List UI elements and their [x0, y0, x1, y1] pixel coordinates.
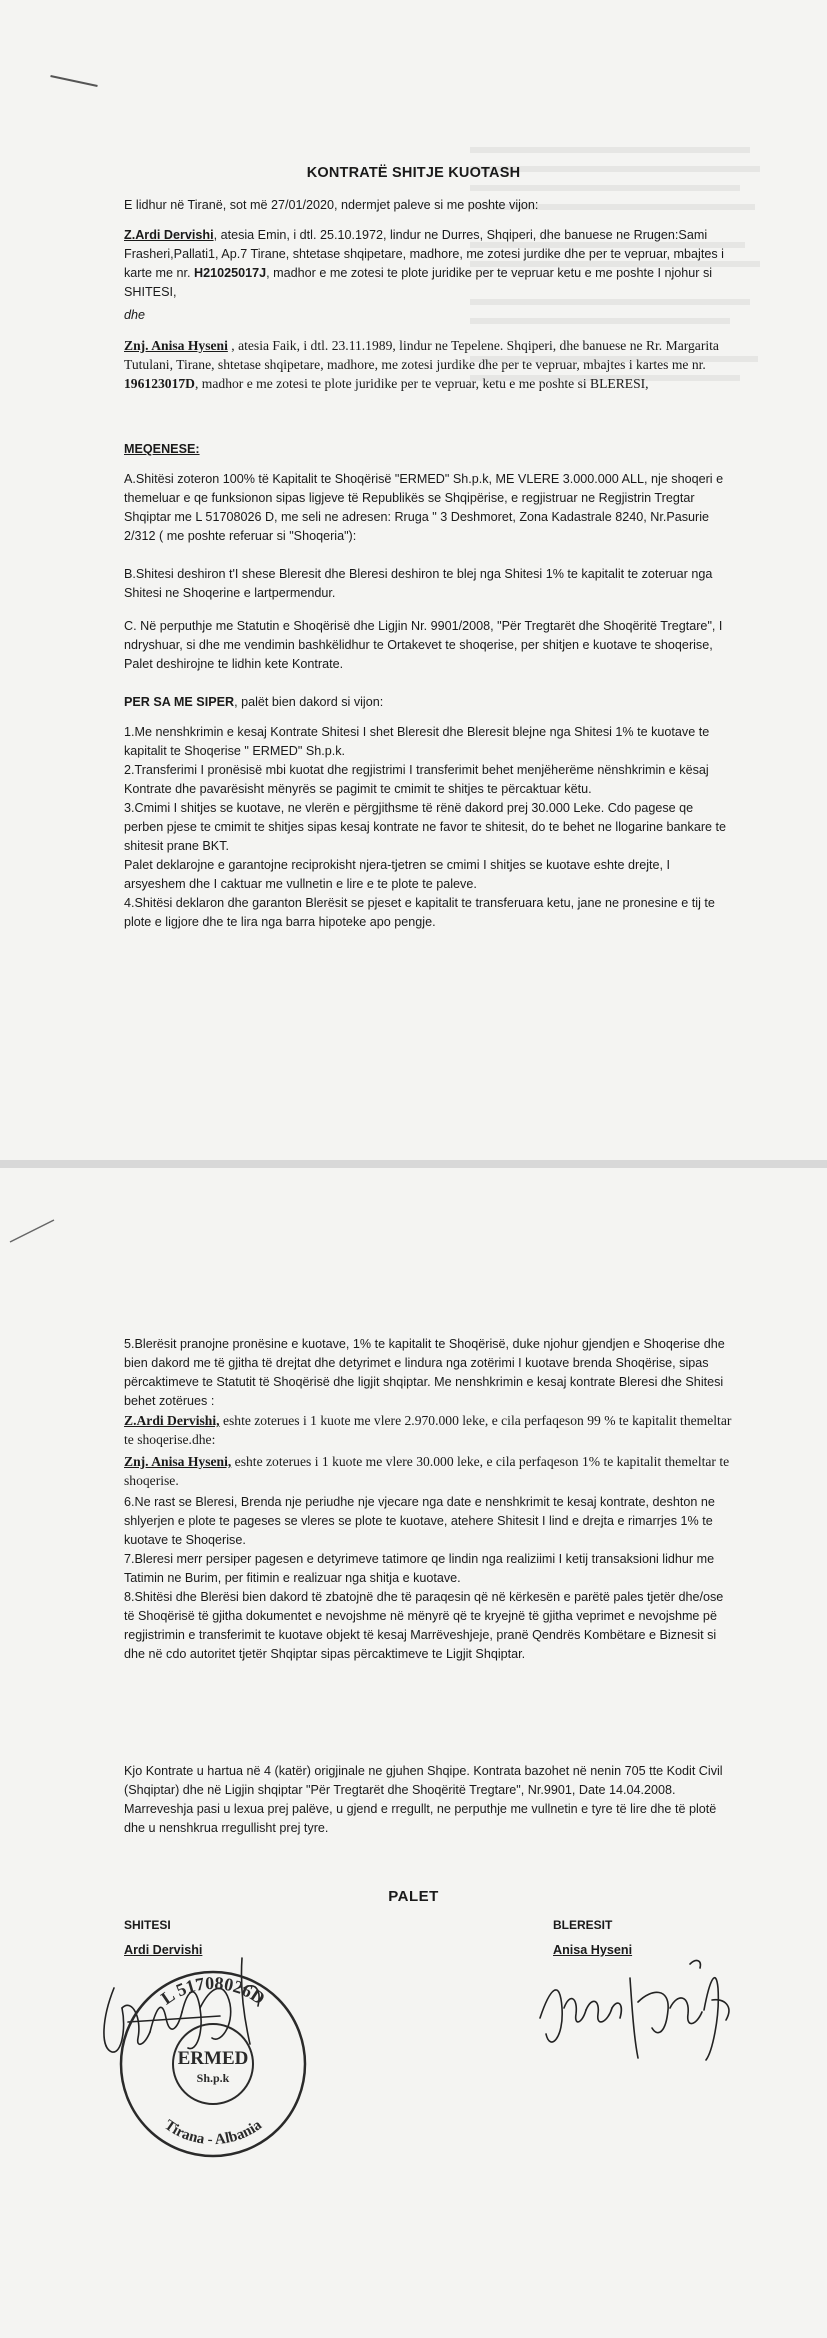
holder-1-block — [124, 1411, 734, 1449]
clause-8: 8.Shitësi dhe Blerësi bien dakord të zbatojnë dhe të paraqesin që në kërkesën e parëtë pales tjetër dhe/ose të Shoqërisë të gjitha dokumentet e nevojshme në mënyrë që te kryejnë të gjitha veprimet e nevojshme pë regjistrimin e transferimit te kuotave objekt të kesaj Marrëveshjeje, pranë Qendrës Kombëtare e Biznesit si dhe në cdo autoritet tjetër Shqiptar sipas përcaktimeve te Ligjit Shqiptar. — [124, 1590, 724, 1661]
seller-name: Z.Ardi Dervishi — [124, 228, 214, 242]
clause-7: 7.Bleresi merr persiper pagesen e detyrimeve tatimore qe lindin nga realiziimi I ketij transaksioni lidhur me Tatimin ne Burim, per fitimin e realizuar nga shitja e kuotave. — [124, 1552, 715, 1585]
closing-paragraph: Kjo Kontrate u hartua në 4 (katër) origjinale ne gjuhen Shqipe. Kontrata bazohet në nenin 705 tte Kodit Civil (Shqiptar) dhe në Ligjin shqiptar "Për Tregtarët dhe Shoqëritë Tregtare", Nr.9901, Date 14.04.2008. Marreveshja pasi u lexua prej palëve, u gjend e rregullt, ne perputhje me vullnetin e tyre të lire dhe të plotë dhe u nenshkrua rregullisht prej tyre. — [124, 1764, 723, 1835]
meqenese-heading: MEQENESE: — [124, 442, 200, 456]
per-sa-heading: PER SA ME SIPER — [124, 695, 235, 709]
paragraph-c: C. Në perputhje me Statutin e Shoqërisë dhe Ligjin Nr. 9901/2008, "Për Tregtarët dhe Shoqëritë Tregtare", I ndryshuar, si dhe me vendimin bashkëlidhur te Ortakevet te shoqerise, per shitjen e kuotave te shoqerise, Palet deshirojne te lidhin kete Kontrate. — [124, 619, 723, 671]
holder-1-text: eshte zoterues i 1 kuote me vlere 2.970.000 leke, e cila perfaqeson 99 % te kapitalit themeltar te shoqerise.dhe: — [124, 1413, 732, 1447]
clause-2: 2.Transferimi I pronësisë mbi kuotat dhe regjistrimi I transferimit behet menjëherëme nënshkrimin e kësaj Kontrate dhe pavarësisht mënyrës se pagimit te cmimit te shitjes te përcaktuar këtu. — [124, 763, 709, 796]
buyer-name: Znj. Anisa Hyseni — [124, 338, 228, 353]
paragraph-c-block — [124, 617, 734, 674]
paragraph-a: A.Shitësi zoteron 100% të Kapitalit te Shoqërisë "ERMED" Sh.p.k, ME VLERE 3.000.000 ALL, nje shoqeri e themeluar e qe funksionon sipas ligjeve të Republikës se Shqipërise, e regjistruar ne Regjistrin Tregtar Shqiptar me L 51708026 D, me seli ne adresen: Rruga " 3 Deshmoret, Zona Kadastrale 8240, Nr.Pasurie 2/312 ( me poshte referuar si "Shoqeria"): — [124, 472, 724, 543]
stamp-company-name: ERMED — [177, 2048, 249, 2069]
clause-4: 4.Shitësi deklaron dhe garanton Blerësit se pjeset e kapitalit te transferuara ketu, jane ne pronesine e tij te plote e ligjore dhe te lira nga barra hipoteke apo pengje. — [124, 896, 715, 929]
meqenese-heading-block — [124, 440, 734, 459]
seller-id-number: H21025017J — [194, 266, 267, 280]
buyer-details-1: , atesia Faik, i dtl. 23.11.1989, lindur ne Tepelene. Shqiperi, dhe banuese ne Rr. Margarita Tutulani, Tirane, shtetase shqipetare, madhore, me zotesi jurdike dhe per te vepruar, mbajtes i kartes me nr. — [124, 338, 719, 372]
company-stamp — [108, 1956, 318, 2166]
scan-mark — [50, 75, 97, 87]
palet-heading: PALET — [388, 1888, 439, 1905]
holder-2-block — [124, 1452, 734, 1490]
paragraph-a-block — [124, 470, 734, 546]
holder-2-text: eshte zoterues i 1 kuote me vlere 30.000 leke, e cila perfaqeson 1% te kapitalit themeltar te shoqerise. — [124, 1454, 730, 1488]
contract-page-1 — [0, 0, 827, 1160]
stamp-company-type: Sh.p.k — [196, 2071, 230, 2085]
paragraph-b-block — [124, 565, 734, 603]
stamp-registration-number: L 51708026D — [157, 1972, 269, 2009]
stamp-location: Tirana - Albania — [161, 2117, 265, 2149]
clause-5-block — [124, 1335, 734, 1411]
clause-3: 3.Cmimi I shitjes se kuotave, ne vlerën e përgjithsme të rënë dakord prej 30.000 Leke. Cdo pagese qe perben pjese te cmimit te shitjes sipas kesaj kontrate ne favor te shitesit, do te behet ne llogarine bankare te shitesit prane BKT. — [124, 801, 727, 853]
seller-role: SHITESI — [124, 1918, 171, 1932]
and-word: dhe — [124, 308, 146, 322]
per-sa-rest: , palët bien dakord si vijon: — [234, 695, 384, 709]
clauses-1-4-block — [124, 723, 734, 932]
buyer-id-number: 196123017D — [124, 376, 195, 391]
show-through-texture — [470, 140, 770, 440]
show-through-lines — [470, 140, 770, 440]
closing-paragraph-block — [124, 1762, 734, 1838]
buyer-handwritten-signature — [520, 1948, 750, 2078]
holder-2-name: Znj. Anisa Hyseni, — [124, 1454, 232, 1469]
clause-6: 6.Ne rast se Bleresi, Brenda nje periudhe nje vjecare nga date e nenshkrimit te kesaj kontrate, deshton ne shlyerjen e plote te pageses se vleres se plote te kuotave, atehere Shitesit I lind e drejta e rimarrjes 1% te kuotave te Shoqerise. — [124, 1495, 715, 1547]
seller-signature-name: Ardi Dervishi — [124, 1943, 203, 1957]
clause-1: 1.Me nenshkrimin e kesaj Kontrate Shitesi I shet Bleresit dhe Bleresit blejne nga Shitesi 1% te kuotave te kapitalit te Shoqerise " ERMED" Sh.p.k. — [124, 725, 710, 758]
holder-1-name: Z.Ardi Dervishi, — [124, 1413, 220, 1428]
clause-5: 5.Blerësit pranojne pronësine e kuotave, 1% te kapitalit te Shoqërisë, duke njohur gjendjen e Shoqerise dhe bien dakord me të gjitha të drejtat dhe detyrimet e lindura nga zotërimi I kuotave brenda Shoqërise, sipas përcaktimeve te Statutit të Shoqërisë dhe ligjit shqiptar. Me nenshkrimin e kesaj kontrate Bleresi dhe Shitesi behet zotërues : — [124, 1337, 725, 1408]
scan-edge-mark — [8, 1216, 58, 1246]
clauses-6-8-block — [124, 1493, 734, 1664]
clause-3b: Palet deklarojne e garantojne reciprokisht njera-tjetren se cmimi I shitjes se kuotave eshte drejte, I arsyeshem dhe I caktuar me vullnetin e lire e te plote te paleve. — [124, 858, 671, 891]
seller-details-1: , atesia Emin, i dtl. 25.10.1972, lindur ne Durres, Shqiperi, dhe banuese ne Rrugen:Sami Frasheri,Pallati1, Ap.7 Tirane, shtetase shqipetare, madhore, me zotesi jurdike dhe per te vepruar, mbajtes i karte me nr. — [124, 228, 724, 280]
per-sa-me-siper-block — [124, 693, 734, 712]
contract-title: KONTRATË SHITJE KUOTASH — [306, 165, 521, 181]
paragraph-b: B.Shitesi deshiron t'I shese Bleresit dhe Bleresi deshiron te blej nga Shitesi 1% te kapitalit te zoteruar nga Shitesi ne Shoqerine e lartpermendur. — [124, 567, 713, 600]
intro-text: E lidhur në Tiranë, sot më 27/01/2020, ndermjet paleve si me poshte vijon: — [124, 198, 539, 212]
buyer-signature-name: Anisa Hyseni — [553, 1943, 633, 1957]
seller-details-2: , madhor e me zotesi te plote juridike per te vepruar ketu e me poshte I njohur si SHITESI, — [124, 266, 713, 299]
buyer-details-2: , madhor e me zotesi te plote juridike per te vepruar, ketu e me poshte si BLERESI, — [195, 376, 649, 391]
buyer-role: BLERESIT — [553, 1918, 613, 1932]
